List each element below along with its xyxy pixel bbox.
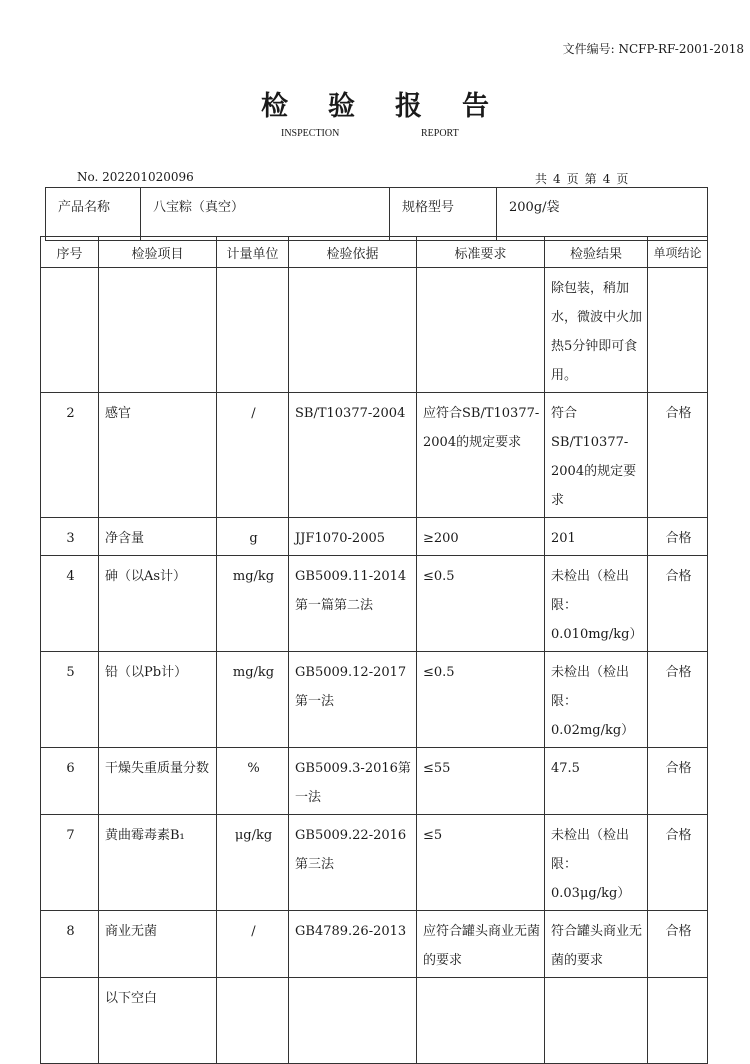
cell-item: 以下空白 (99, 978, 217, 1064)
cell-result: 未检出（检出限：0.03μg/kg） (545, 815, 648, 911)
cell-item: 感官 (99, 393, 217, 518)
cell-unit: % (217, 748, 289, 815)
cell-req: ≤55 (417, 748, 545, 815)
cell-basis: GB5009.3-2016第一法 (289, 748, 417, 815)
cell-concl: 合格 (648, 815, 708, 911)
table-row (41, 556, 708, 652)
cell-concl: 合格 (648, 748, 708, 815)
col-header-result: 检验结果 (545, 237, 648, 268)
cell-concl: 合格 (648, 556, 708, 652)
cell-basis (289, 978, 417, 1064)
cell-unit: mg/kg (217, 652, 289, 748)
cell-req: ≤0.5 (417, 652, 545, 748)
cell-unit: / (217, 393, 289, 518)
col-header-requirement: 标准要求 (417, 237, 545, 268)
cell-basis: GB5009.22-2016第三法 (289, 815, 417, 911)
cell-unit (217, 978, 289, 1064)
cell-concl: 合格 (648, 652, 708, 748)
col-header-conclusion: 单项结论 (648, 237, 708, 268)
cell-unit: mg/kg (217, 556, 289, 652)
cell-item: 干燥失重质量分数 (99, 748, 217, 815)
cell-req: 应符合SB/T10377-2004的规定要求 (417, 393, 545, 518)
cell-result: 未检出（检出限：0.02mg/kg） (545, 652, 648, 748)
col-header-basis: 检验依据 (289, 237, 417, 268)
subtitle-report: REPORT (421, 128, 459, 139)
cell-basis: GB4789.26-2013 (289, 911, 417, 978)
cell-item: 净含量 (99, 518, 217, 556)
table-row (41, 393, 708, 518)
cell-basis (289, 268, 417, 393)
cell-no: 6 (41, 748, 99, 815)
cell-req: ≤0.5 (417, 556, 545, 652)
file-number: 文件编号: NCFP-RF-2001-2018 (562, 42, 744, 56)
product-info-table (45, 187, 708, 241)
cell-result: 符合罐头商业无菌的要求 (545, 911, 648, 978)
cell-no: 8 (41, 911, 99, 978)
cell-result: 47.5 (545, 748, 648, 815)
cell-unit: g (217, 518, 289, 556)
cell-no: 5 (41, 652, 99, 748)
cell-no (41, 978, 99, 1064)
table-row (41, 978, 708, 1064)
cell-item: 商业无菌 (99, 911, 217, 978)
report-number: No. 202201020096 (77, 170, 194, 184)
col-header-item: 检验项目 (99, 237, 217, 268)
col-header-unit: 计量单位 (217, 237, 289, 268)
table-row (41, 815, 708, 911)
cell-item (99, 268, 217, 393)
cell-no: 3 (41, 518, 99, 556)
cell-req: ≤5 (417, 815, 545, 911)
cell-basis: SB/T10377-2004 (289, 393, 417, 518)
cell-concl (648, 268, 708, 393)
cell-no (41, 268, 99, 393)
table-header-row (41, 237, 708, 268)
cell-result: 201 (545, 518, 648, 556)
report-title: 检验报告 (261, 91, 529, 122)
cell-item: 铅（以Pb计） (99, 652, 217, 748)
cell-result: 除包装，稍加水，微波中火加热5分钟即可食用。 (545, 268, 648, 393)
cell-basis: JJF1070-2005 (289, 518, 417, 556)
cell-no: 7 (41, 815, 99, 911)
product-name-value: 八宝粽（真空） (141, 188, 390, 241)
cell-unit: μg/kg (217, 815, 289, 911)
cell-concl: 合格 (648, 518, 708, 556)
cell-no: 2 (41, 393, 99, 518)
cell-concl (648, 978, 708, 1064)
cell-req: 应符合罐头商业无菌的要求 (417, 911, 545, 978)
cell-item: 黄曲霉毒素B₁ (99, 815, 217, 911)
cell-concl: 合格 (648, 911, 708, 978)
cell-item: 砷（以As计） (99, 556, 217, 652)
cell-req (417, 268, 545, 393)
cell-result: 未检出（检出限：0.010mg/kg） (545, 556, 648, 652)
cell-basis: GB5009.11-2014第一篇第二法 (289, 556, 417, 652)
spec-label: 规格型号 (390, 188, 497, 241)
spec-value: 200g/袋 (497, 188, 708, 241)
col-header-no: 序号 (41, 237, 99, 268)
cell-result (545, 978, 648, 1064)
table-row (41, 518, 708, 556)
cell-result: 符合SB/T10377-2004的规定要求 (545, 393, 648, 518)
cell-basis: GB5009.12-2017第一法 (289, 652, 417, 748)
cell-concl: 合格 (648, 393, 708, 518)
cell-req (417, 978, 545, 1064)
table-row (41, 748, 708, 815)
table-row (41, 911, 708, 978)
page-indicator: 共 4 页 第 4 页 (535, 172, 629, 186)
table-row (41, 652, 708, 748)
cell-no: 4 (41, 556, 99, 652)
product-name-label: 产品名称 (46, 188, 141, 241)
inspection-table (40, 236, 708, 1064)
cell-req: ≥200 (417, 518, 545, 556)
cell-unit (217, 268, 289, 393)
table-row (41, 268, 708, 393)
subtitle-inspection: INSPECTION (281, 128, 340, 139)
cell-unit: / (217, 911, 289, 978)
